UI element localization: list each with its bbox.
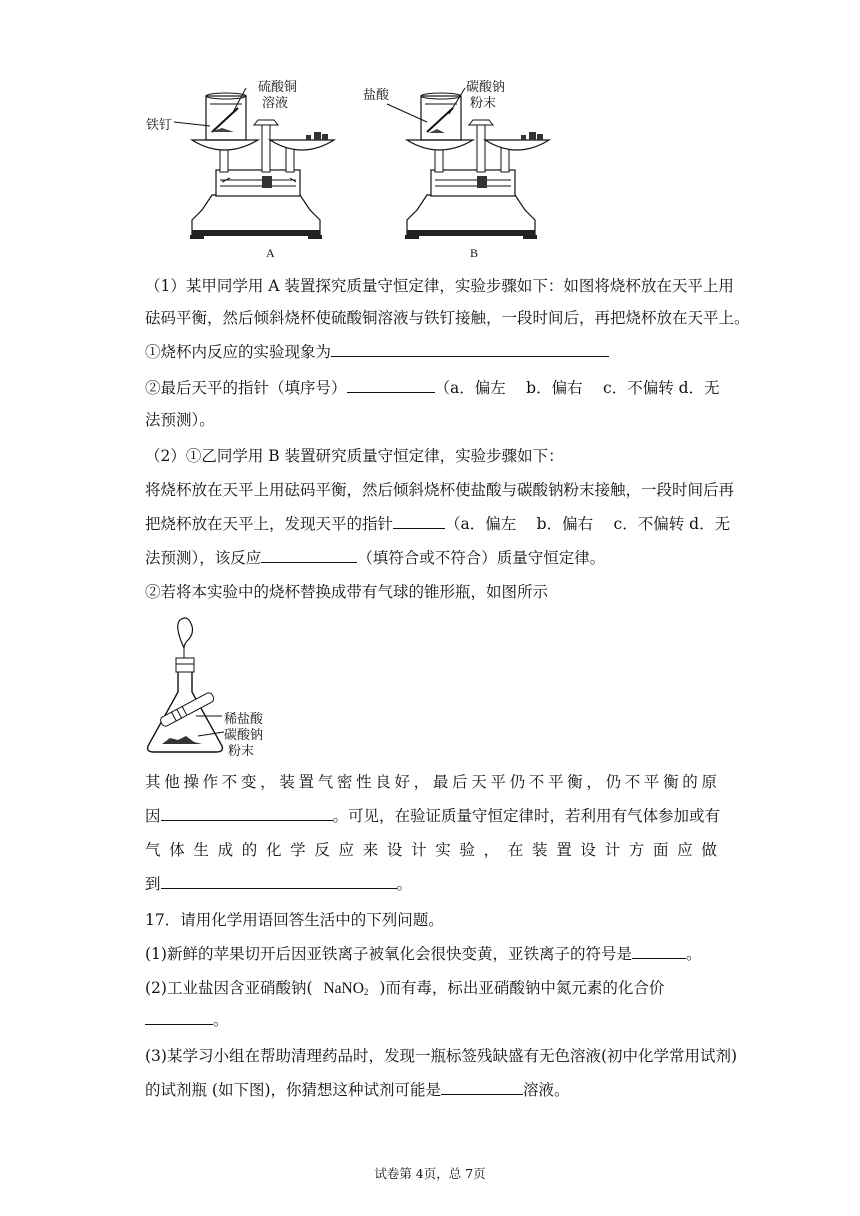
answer-blank-conform[interactable] bbox=[261, 548, 357, 563]
balance-b-figure-label: B bbox=[470, 246, 479, 260]
q16-part1-q2 bbox=[145, 378, 720, 398]
justified-char: 作 bbox=[202, 773, 219, 791]
q16-part1-q2-options: （a．偏左 b．偏右 c．不偏转 d．无 bbox=[434, 379, 720, 397]
justified-char: 其 bbox=[145, 773, 161, 791]
justified-char: 装 bbox=[279, 773, 295, 791]
justified-char: 在 bbox=[507, 841, 524, 859]
justified-char: 化 bbox=[265, 841, 282, 859]
flask-label-powder: 粉末 bbox=[228, 744, 255, 759]
q16-part1-line2: 砝码平衡，然后倾斜烧杯使硫酸铜溶液与铁钉接触，一段时间后，再把烧杯放在天平上。 bbox=[145, 309, 750, 327]
justified-char: 好 bbox=[394, 773, 410, 791]
q17-sub2-text: (2)工业盐因含亚硝酸钠( bbox=[145, 979, 313, 997]
justified-char: 的 bbox=[241, 841, 258, 859]
q16-part1-q1 bbox=[145, 342, 609, 362]
q16-part2-line8 bbox=[145, 840, 717, 860]
justified-char: 仍 bbox=[509, 773, 526, 791]
q16-part2-line2: 将烧杯放在天平上用砝码平衡，然后倾斜烧杯使盐酸与碳酸钠粉末接触，一段时间后再 bbox=[145, 481, 735, 499]
q16-part2-line4 bbox=[145, 548, 605, 568]
q16-part2-line3-options: （a．偏左 b．偏右 c．不偏转 d．无 bbox=[445, 515, 731, 533]
justified-char: 平 bbox=[547, 773, 564, 791]
flask-balloon-diagram bbox=[140, 618, 290, 758]
justified-char: 后 bbox=[452, 773, 468, 791]
q17-sub3-line1: (3)某学习小组在帮助清理药品时，发现一瓶标签残缺盛有无色溶液(初中化学常用试剂) bbox=[145, 1047, 738, 1065]
q17-sub2-blank-line bbox=[145, 1010, 229, 1030]
justified-char: 设 bbox=[386, 841, 403, 859]
justified-char: 验 bbox=[459, 841, 475, 859]
q16-part2-line9-end: 。 bbox=[396, 875, 413, 893]
justified-char: 不 bbox=[528, 773, 545, 791]
justified-char: 良 bbox=[375, 773, 391, 791]
answer-blank-valence[interactable] bbox=[145, 1010, 213, 1025]
q17-title: 17．请用化学用语回答生活中的下列问题。 bbox=[145, 911, 444, 929]
justified-char: ， bbox=[483, 841, 500, 859]
justified-char: 来 bbox=[362, 841, 379, 859]
justified-char: 衡 bbox=[567, 773, 583, 791]
justified-char: 方 bbox=[628, 841, 645, 859]
q16-part1-q1-text: ①烧杯内反应的实验现象为 bbox=[145, 343, 332, 361]
answer-blank-pointer-a[interactable] bbox=[347, 378, 435, 393]
q16-part2-line3 bbox=[145, 514, 730, 534]
q17-sub3-line2-text: 的试剂瓶 (如下图)，你猜想这种试剂可能是 bbox=[145, 1081, 442, 1099]
q16-part2-line7-text: 因 bbox=[145, 807, 161, 825]
justified-char: 不 bbox=[221, 773, 238, 791]
justified-char: 气 bbox=[145, 841, 161, 859]
answer-blank-reagent[interactable] bbox=[441, 1080, 523, 1095]
justified-char: 原 bbox=[701, 773, 717, 791]
q16-part2-line7 bbox=[145, 806, 720, 826]
balance-a-diagram bbox=[150, 70, 360, 240]
answer-blank-pointer-b[interactable] bbox=[393, 514, 445, 529]
answer-blank-reason[interactable] bbox=[161, 806, 333, 821]
answer-blank-ferrous-ion[interactable] bbox=[632, 944, 686, 959]
justified-char: 计 bbox=[604, 841, 621, 859]
justified-char: 应 bbox=[338, 841, 355, 859]
answer-blank-phenomenon[interactable] bbox=[331, 342, 609, 357]
q16-part1-line1: （1）某甲同学用 A 装置探究质量守恒定律，实验步骤如下：如图将烧杯放在天平上用 bbox=[145, 277, 734, 295]
q17-sub2-formula: NaNO$_2$ bbox=[323, 980, 369, 997]
justified-char: 计 bbox=[411, 841, 427, 859]
justified-char: 密 bbox=[336, 773, 353, 791]
justified-char: 平 bbox=[490, 773, 506, 791]
q16-part2-line7-rest: 。可见，在验证质量守恒定律时，若利用有气体参加或有 bbox=[332, 807, 721, 825]
balance-b-label-1: 碳酸钠 bbox=[466, 80, 506, 95]
balance-a-side-label: 铁钉 bbox=[146, 118, 173, 133]
justified-char: 面 bbox=[652, 841, 669, 859]
justified-char: 置 bbox=[556, 841, 572, 859]
justified-char: 反 bbox=[314, 841, 330, 859]
justified-char: ， bbox=[586, 773, 602, 791]
q16-part2-line9 bbox=[145, 874, 412, 894]
justified-char: 不 bbox=[624, 773, 641, 791]
justified-char: 成 bbox=[217, 841, 234, 859]
justified-char: 设 bbox=[580, 841, 596, 859]
page-footer: 试卷第 4页，总 7页 bbox=[374, 1166, 486, 1181]
justified-char: 性 bbox=[356, 773, 372, 791]
q17-sub2 bbox=[145, 978, 664, 1002]
q17-sub3-line2-end: 溶液。 bbox=[523, 1081, 570, 1099]
justified-char: 平 bbox=[643, 773, 660, 791]
flask-label-hcl: 稀盐酸 bbox=[224, 712, 264, 727]
justified-char: ， bbox=[413, 773, 430, 791]
q16-part2-line1: （2）①乙同学用 B 装置研究质量守恒定律，实验步骤如下： bbox=[145, 447, 564, 465]
flask-label-na2co3: 碳酸钠 bbox=[224, 728, 264, 743]
justified-char: 变 bbox=[240, 773, 257, 791]
justified-char: 生 bbox=[193, 841, 209, 859]
q16-part2-line5: ②若将本实验中的烧杯替换成带有气球的锥形瓶，如图所示 bbox=[145, 583, 549, 601]
q16-part2-line4-rest: （填符合或不符合）质量守恒定律。 bbox=[357, 549, 606, 567]
justified-char: 应 bbox=[677, 841, 693, 859]
justified-char: 学 bbox=[290, 841, 306, 859]
balance-a-label-2: 溶液 bbox=[262, 96, 289, 111]
q16-part2-line9-text: 到 bbox=[145, 875, 161, 893]
justified-char: 最 bbox=[432, 773, 449, 791]
q17-sub2-rest: )而有毒，标出亚硝酸钠中氮元素的化合价 bbox=[379, 979, 665, 997]
justified-char: 气 bbox=[317, 773, 334, 791]
justified-char: 体 bbox=[169, 841, 185, 859]
justified-char: 装 bbox=[532, 841, 548, 859]
q16-part2-line3-text: 把烧杯放在天平上，发现天平的指针 bbox=[145, 515, 394, 533]
balance-a-figure-label: A bbox=[266, 246, 275, 260]
q16-part2-line6 bbox=[145, 772, 717, 792]
justified-char: 实 bbox=[435, 841, 451, 859]
justified-char: 衡 bbox=[663, 773, 679, 791]
balance-b-side-label: 盐酸 bbox=[363, 88, 390, 103]
justified-char: 仍 bbox=[605, 773, 622, 791]
balance-a-label-1: 硫酸铜 bbox=[258, 80, 298, 95]
q17-sub1-text: (1)新鲜的苹果切开后因亚铁离子被氧化会很快变黄，亚铁离子的符号是 bbox=[145, 945, 632, 963]
q17-sub1 bbox=[145, 944, 701, 964]
q17-sub2-end: 。 bbox=[213, 1011, 229, 1029]
justified-char: 操 bbox=[183, 773, 199, 791]
justified-char: 天 bbox=[471, 773, 487, 791]
q16-part2-line4-text: 法预测），该反应 bbox=[145, 549, 262, 567]
q16-part1-q2-text: ②最后天平的指针（填序号） bbox=[145, 379, 347, 397]
justified-char: 置 bbox=[298, 773, 315, 791]
justified-char: 他 bbox=[164, 773, 180, 791]
q16-part1-q2-end: 法预测）。 bbox=[145, 411, 215, 429]
justified-char: 做 bbox=[701, 841, 717, 859]
q17-sub1-end: 。 bbox=[685, 945, 702, 963]
justified-char: ， bbox=[260, 773, 276, 791]
q17-sub3-line2 bbox=[145, 1080, 570, 1100]
answer-blank-design[interactable] bbox=[161, 874, 397, 889]
balance-b-label-2: 粉末 bbox=[470, 96, 497, 111]
justified-char: 的 bbox=[682, 773, 698, 791]
